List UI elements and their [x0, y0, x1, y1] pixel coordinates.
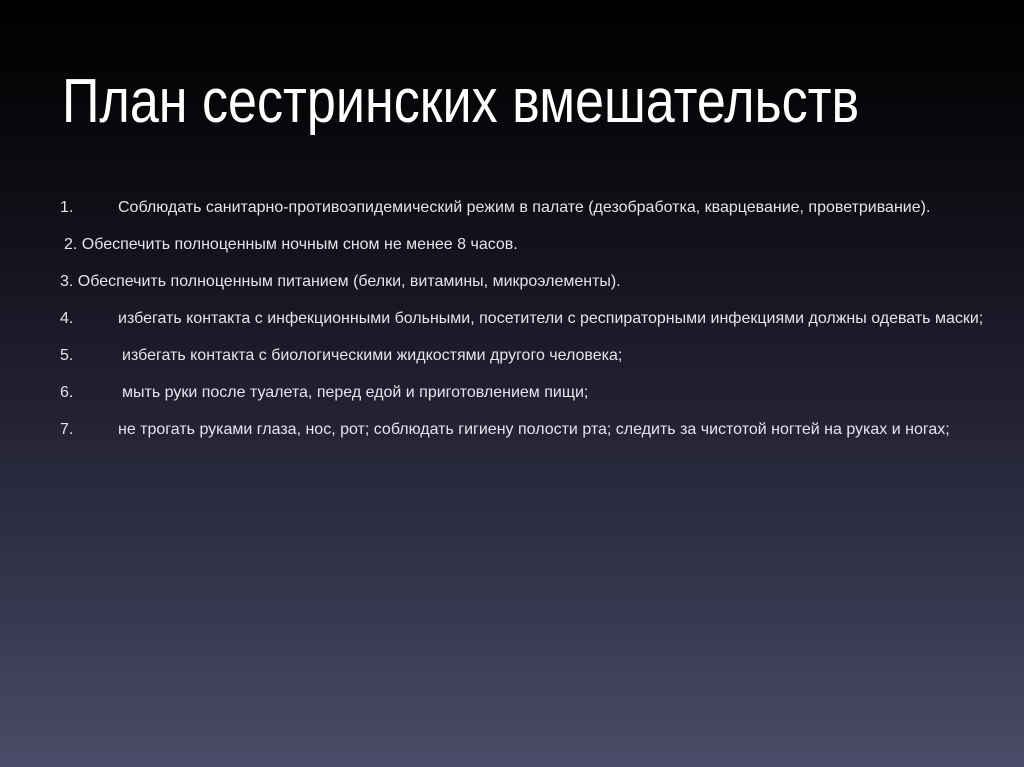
slide-title: План сестринских вмешательств: [62, 67, 860, 136]
list-item-4: [60, 303, 1000, 335]
list-item-number: 1.: [60, 199, 74, 216]
list-item-2: [60, 229, 1000, 261]
list-item-text: Соблюдать санитарно-противоэпидемический режим в палате (дезобработка, кварцевание, проветривание).: [118, 199, 931, 216]
list-item-text: не трогать руками глаза, нос, рот; соблюдать гигиену полости рта; следить за чистотой ногтей на руках и ногах;: [118, 421, 950, 438]
list-item-3: [60, 266, 1000, 298]
list-item-number: 4.: [60, 310, 74, 327]
list-item-1: [60, 192, 1000, 224]
list-item-text: 2. Обеспечить полноценным ночным сном не менее 8 часов.: [64, 236, 518, 253]
intervention-list: [60, 192, 1000, 451]
list-item-number: 7.: [60, 421, 74, 438]
list-item-number: 5.: [60, 347, 74, 364]
list-item-text: мыть руки после туалета, перед едой и приготовлением пищи;: [122, 384, 589, 401]
list-item-text: избегать контакта с биологическими жидкостями другого человека;: [122, 347, 623, 364]
list-item-7: [60, 414, 1000, 446]
list-item-5: [60, 340, 1000, 372]
list-item-number: 6.: [60, 384, 74, 401]
list-item-text: избегать контакта с инфекционными больными, посетители с респираторными инфекциями должны одевать маски;: [118, 310, 984, 327]
list-item-6: [60, 377, 1000, 409]
list-item-text: 3. Обеспечить полноценным питанием (белки, витамины, микроэлементы).: [60, 273, 621, 290]
